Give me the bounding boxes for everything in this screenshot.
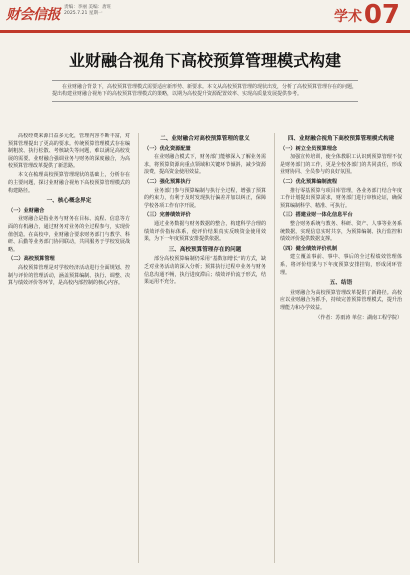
subsection-heading: （四）健全绩效评价机制 [280,245,338,252]
issue-date: 2025.7.21 星期一 [64,11,103,16]
article-abstract [52,80,358,102]
page-number: 07 [363,0,400,30]
column-divider [138,133,139,563]
newspaper-logo: 财会信报 [6,7,60,23]
section-heading: 四、业财融合视角下高校预算管理模式构建 [287,136,395,142]
paragraph: 高校经费来源日益多元化，管理内容不断丰富，对预算管理提出了更高的要求。传统预算管理模式存在编制粗放、执行松散、考核缺失等问题，难以满足高校发展的需要。业财融合强调业务与财务的深度融合，为高校预算管理改革提供了新思路。 [8,133,130,170]
editor-line: 责编：李丽 美编：唐旺 [64,5,112,10]
section-name: 学术 [334,9,362,25]
section-heading: 五、结语 [329,280,353,287]
subsection-heading: （三）搭建业财一体化信息平台 [280,212,353,219]
section-heading: 二、业财融合对高校预算管理的意义 [160,136,250,142]
section-heading: 一、核心概念界定 [46,198,92,205]
paragraph: 本文在梳理高校预算管理现状的基础上，分析存在的主要问题，探讨业财融合视角下高校预算管理模式的构建路径。 [8,172,130,194]
paragraph: 业财融合是指业务与财务在目标、流程、信息等方面的有机融合，通过财务对业务的全过程参与，实现价值创造。在高校中，业财融合要求财务部门与教学、科研、后勤等业务部门协同联动，共同服务于学校发展战略。 [8,216,130,253]
subsection-heading: （二）优化预算编制流程 [280,178,338,185]
header-meta [64,5,111,17]
masthead-rule [0,30,410,33]
subsection-heading: （一）业财融合 [8,207,45,214]
paragraph: 部分高校预算编制仍采用“基数加增长”的方式，缺乏对业务活动的深入分析；预算执行过程中业务与财务信息沟通不畅，执行进度滞后；绩效评价流于形式，结果运用不充分。 [144,256,266,286]
subsection-heading: （一）树立全员预算理念 [280,145,338,152]
column-2 [144,133,266,563]
subsection-heading: （二）强化预算执行 [144,178,191,185]
subsection-heading: （三）完善绩效评价 [144,212,191,219]
paragraph: 业财融合为高校预算管理改革提供了新路径。高校应以业财融合为抓手，持续完善预算管理模式，提升治理能力和办学效益。 [280,289,402,311]
section-heading: 三、高校预算管理存在的问题 [168,246,242,253]
column-divider [274,133,275,563]
paragraph: 业务部门参与预算编制与执行全过程，增强了预算的约束力，有利于及时发现执行偏差并加以纠正，保障学校各项工作有序开展。 [144,187,266,209]
paragraph: 通过业务数据与财务数据的整合，构建科学合理的绩效评价指标体系，使评价结果真实反映资金使用效果，为下一年度预算安排提供依据。 [144,220,266,243]
subsection-heading: （一）优化资源配置 [144,145,191,152]
column-3 [280,133,402,563]
paragraph: 高校预算管理是对学校经济活动进行全面规划、控制与评价的管理活动，涵盖预算编制、执行、调整、决算与绩效评价等环节，是高校内部控制的核心内容。 [8,265,130,287]
paragraph: 建立覆盖事前、事中、事后的全过程绩效管理体系，将评价结果与下年度预算安排挂钩，形成闭环管理。 [280,254,402,276]
masthead [0,0,410,30]
paragraph: 在业财融合模式下，财务部门能够深入了解业务需求，将预算资源向重点领域和关键环节倾斜，减少资源浪费，提高资金使用效益。 [144,154,266,176]
paragraph: 加强宣传培训，使全体教职工认识到预算管理不仅是财务部门的工作，更是全校各部门的共同责任，形成业财协同、全员参与的良好氛围。 [280,154,402,176]
paragraph: 推行零基预算与项目库管理，各业务部门结合年度工作计划提出预算需求，财务部门进行审核论证，确保预算编制科学、精准、可执行。 [280,187,402,209]
paragraph: 整合财务系统与教务、科研、资产、人事等业务系统数据，实现信息实时共享，为预算编制、执行监控和绩效评价提供数据支撑。 [280,220,402,243]
subsection-heading: （二）高校预算管理 [8,256,55,263]
abstract-text: 在业财融合背景下，高校预算管理模式需要适应新形势、新要求。本文从高校预算管理的现状出发，分析了高校预算管理存在的问题，提出构建业财融合视角下的高校预算管理模式的策略，以期为高校提升资源配置效率、实现高质量发展提供参考。 [52,84,358,98]
column-1 [8,133,130,563]
article-title: 业财融合视角下高校预算管理模式构建 [68,51,341,70]
author-note: （作者：苏雨涛 单位：湖南工程学院） [315,315,402,322]
